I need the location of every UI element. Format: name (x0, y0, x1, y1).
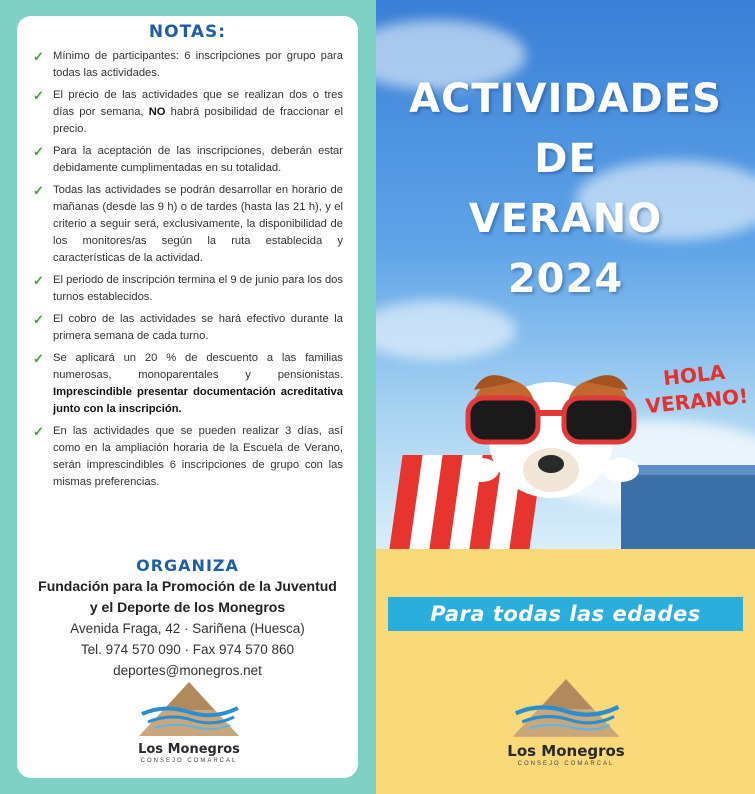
headline-line2: DE (534, 136, 597, 182)
bottom-yellow-section (376, 549, 755, 794)
bubble-line1: HOLA (662, 359, 727, 391)
organizer-address: Avenida Fraga, 42 · Sariñena (Huesca) (70, 621, 305, 636)
list-item: ✓ Se aplicará un 20 % de descuento a las familias numerosas, monoparentales y pensionistas. Imprescindible presentar documentación acreditativa junto con la inscripción. (33, 351, 343, 415)
tagline-banner: Para todas las edades (388, 597, 743, 631)
notes-title: NOTAS: (148, 22, 227, 42)
notes-card (17, 16, 358, 778)
headline-line4: 2024 (507, 256, 624, 302)
list-item: ✓ El periodo de inscripción termina el 9 de junio para los dos turnos establecidos. (33, 273, 343, 303)
check-icon: ✓ (33, 351, 44, 366)
logo-left (129, 680, 249, 764)
check-icon: ✓ (33, 183, 44, 198)
check-icon: ✓ (33, 88, 44, 103)
logo-name: Los Monegros (138, 742, 240, 757)
bubble-line2: VERANO! (644, 383, 750, 419)
headline-line1: ACTIVIDADES (409, 76, 722, 122)
logo-subtitle: CONSEJO COMARCAL (517, 761, 615, 767)
cover-photo (376, 0, 755, 549)
mountain-wave-logo-icon (134, 680, 244, 738)
list-item: ✓ Todas las actividades se podrán desarrollar en horario de mañanas (desde las 9 h) o de tardes (hasta las 21 h), y el criterio a seguir será, exclusivamente, la disponibilidad de los monitores/as según la ruta establecida y características de la actividad. (33, 183, 343, 264)
organizer-phone: Tel. 974 570 090 · Fax 974 570 860 (80, 642, 295, 657)
list-item: ✓ Mínimo de participantes: 6 inscripciones por grupo para todas las actividades. (33, 49, 343, 79)
check-icon: ✓ (33, 49, 44, 64)
notes-list (31, 48, 343, 496)
list-item: ✓ El cobro de las actividades se hará efectivo durante la primera semana de cada turno. (33, 312, 343, 342)
right-panel (376, 0, 755, 794)
organiza-title: ORGANIZA (136, 556, 239, 575)
logo-subtitle: CONSEJO COMARCAL (140, 758, 238, 764)
logo-name: Los Monegros (507, 742, 625, 760)
check-icon: ✓ (33, 273, 44, 288)
left-panel (0, 0, 376, 794)
logo-right (501, 677, 631, 767)
list-item: ✓ Para la aceptación de las inscripciones, deberán estar debidamente cumplimentadas en su totalidad. (33, 144, 343, 174)
mountain-wave-logo-icon (506, 677, 626, 739)
list-item: ✓ El precio de las actividades que se realizan dos o tres días por semana, NO habrá posibilidad de fraccionar el precio. (33, 88, 343, 135)
check-icon: ✓ (33, 424, 44, 439)
check-icon: ✓ (33, 144, 44, 159)
headline-line3: VERANO (468, 196, 663, 242)
organizer-name-line1: Fundación para la Promoción de la Juventud (38, 578, 337, 594)
organizer-email[interactable]: deportes@monegros.net (113, 663, 262, 678)
check-icon: ✓ (33, 312, 44, 327)
list-item: ✓ En las actividades que se pueden realizar 3 días, así como en la ampliación horaria de la Escuela de Verano, serán imprescindibles 6 inscripciones de grupo con las mismas preferencias. (33, 424, 343, 488)
organizer-name-line2: y el Deporte de los Monegros (89, 599, 286, 615)
